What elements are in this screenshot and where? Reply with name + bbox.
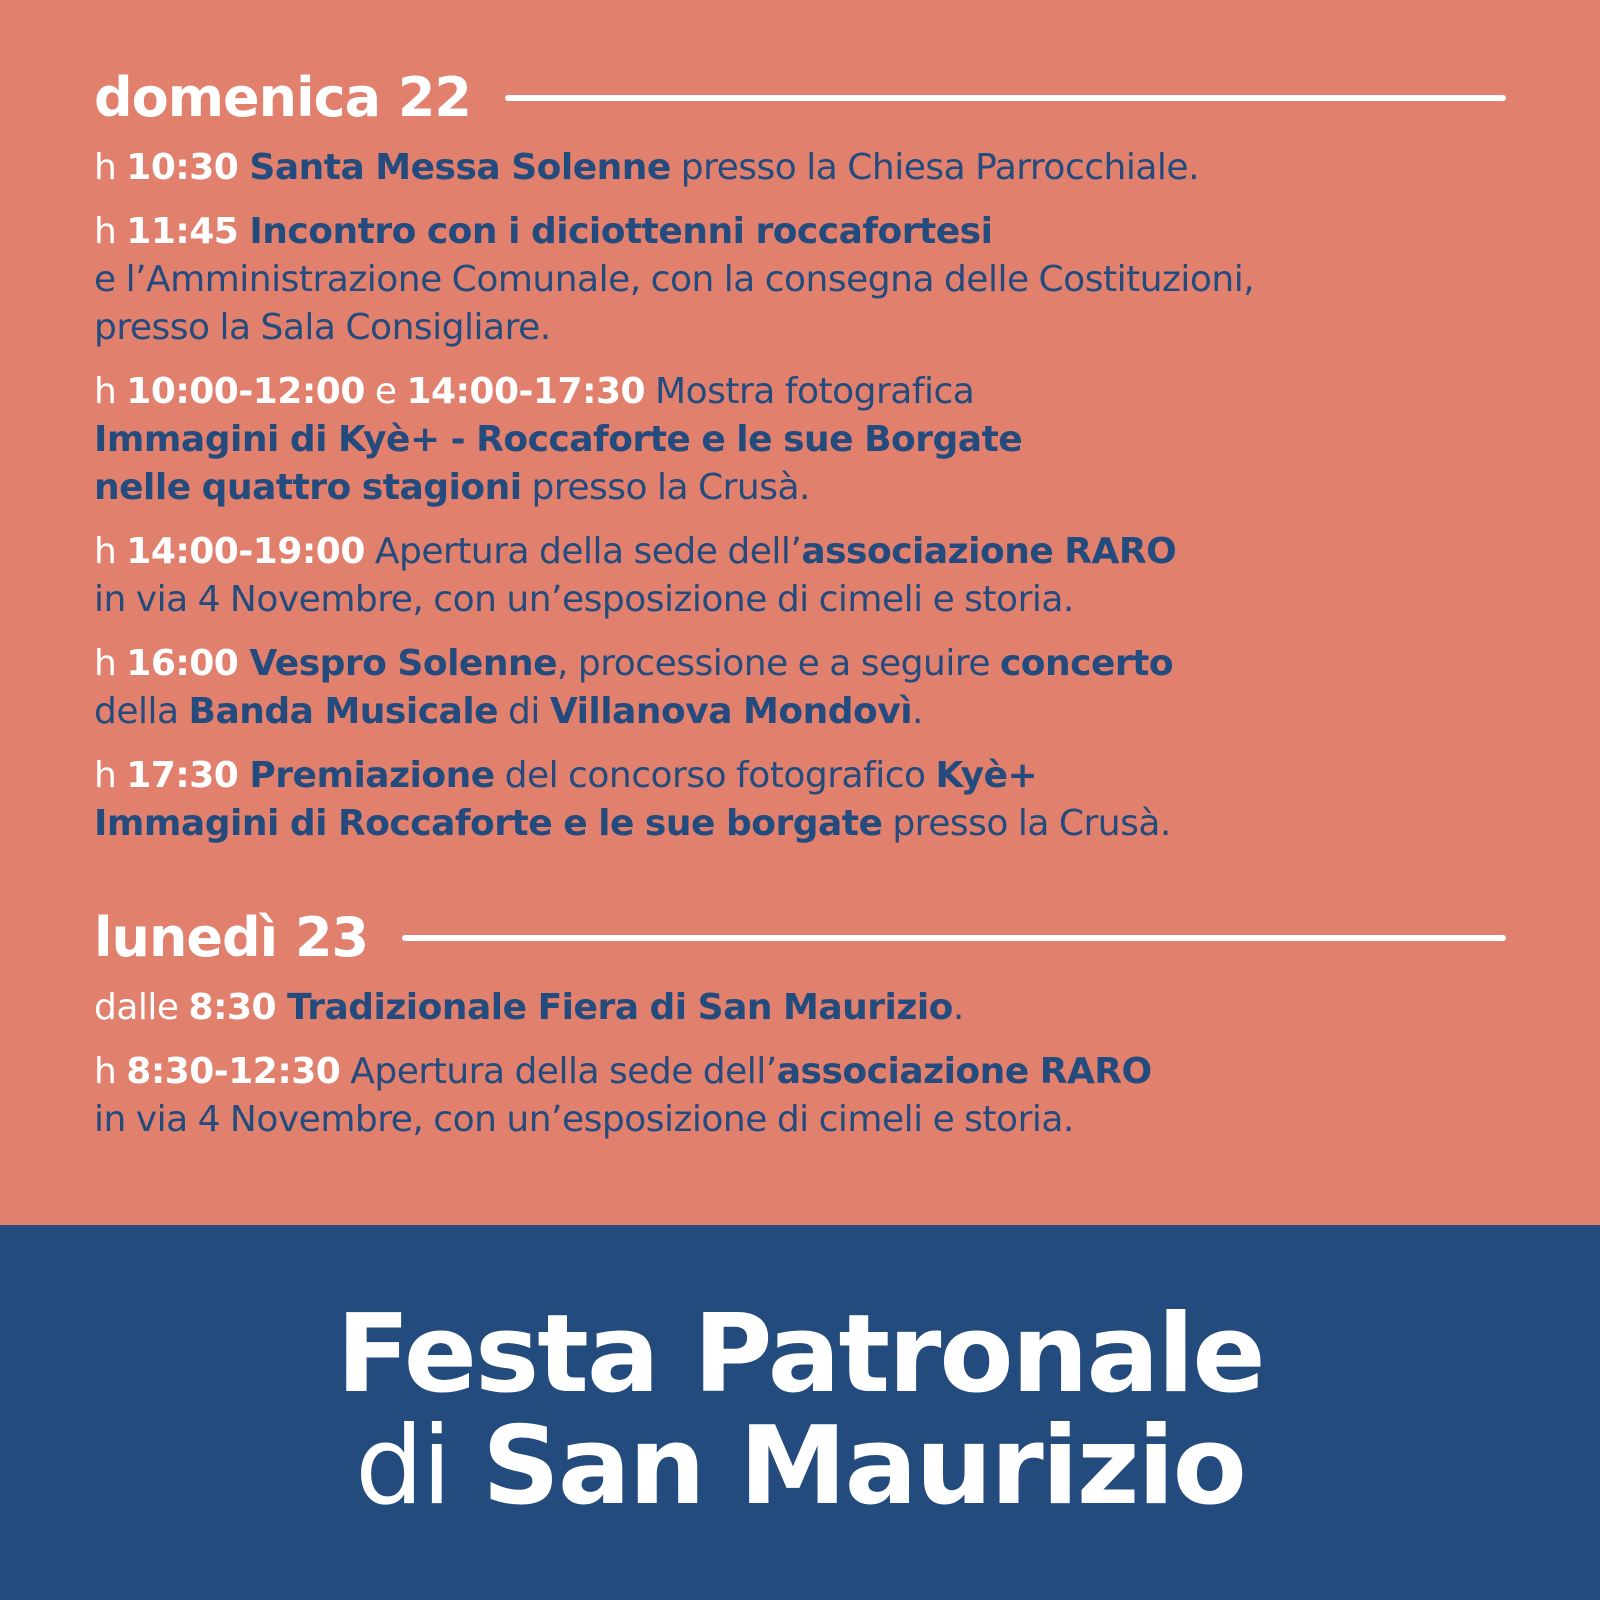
day-section-lunedi (94, 908, 1506, 1144)
day-section-domenica (94, 68, 1506, 848)
event-list (94, 144, 1506, 848)
event-line (94, 984, 1506, 1032)
event-text: presso la Crusà. (521, 467, 810, 508)
day-title: lunedì 23 (94, 906, 369, 969)
banner-title-line1: Festa Patronale (336, 1292, 1264, 1417)
event-highlight: Immagini di Kyè+ - Roccaforte e le sue Borgate (94, 419, 1023, 460)
event-line (94, 528, 1506, 576)
event-highlight: Premiazione (238, 755, 495, 796)
event-line (94, 576, 1506, 624)
event-entry (94, 528, 1506, 624)
event-line (94, 752, 1506, 800)
day-header (94, 908, 1506, 968)
event-highlight: associazione RARO (776, 1051, 1152, 1092)
event-text: Mostra fotografica (645, 371, 975, 412)
event-text: Apertura della sede dell’ (364, 531, 802, 572)
event-text: h (94, 147, 127, 188)
event-line (94, 256, 1506, 304)
event-entry (94, 984, 1506, 1032)
event-text: della (94, 691, 189, 732)
event-highlight: Tradizionale Fiera di San Maurizio (276, 987, 953, 1028)
event-line (94, 800, 1506, 848)
event-text: Apertura della sede dell’ (340, 1051, 777, 1092)
event-text: h (94, 371, 127, 412)
event-text: presso la Sala Consigliare. (94, 307, 551, 348)
divider-line (505, 95, 1506, 101)
event-time: 8:30-12:30 (126, 1051, 341, 1092)
event-highlight: concerto (999, 643, 1174, 684)
event-text: h (94, 1051, 127, 1092)
event-highlight: associazione RARO (801, 531, 1177, 572)
event-highlight: nelle quattro stagioni (94, 467, 522, 508)
event-time: 10:30 (126, 147, 239, 188)
divider-line (402, 935, 1506, 941)
event-text: presso la Crusà. (882, 803, 1171, 844)
event-highlight: Kyè+ (935, 755, 1038, 796)
event-line (94, 416, 1506, 464)
event-text: e l’Amministrazione Comunale, con la consegna delle Costituzioni, (94, 259, 1255, 300)
day-title: domenica 22 (94, 66, 471, 129)
event-text: e (364, 371, 407, 412)
event-line (94, 304, 1506, 352)
event-line (94, 688, 1506, 736)
event-time: 11:45 (126, 211, 239, 252)
title-banner (0, 1225, 1600, 1600)
event-highlight: Banda Musicale (188, 691, 499, 732)
event-text: dalle (94, 987, 189, 1028)
day-header (94, 68, 1506, 128)
event-text: h (94, 531, 127, 572)
event-highlight: Immagini di Roccaforte e le sue borgate (94, 803, 883, 844)
event-entry (94, 208, 1506, 352)
event-list (94, 984, 1506, 1144)
banner-title-saint: San Maurizio (482, 1404, 1245, 1529)
event-highlight: Santa Messa Solenne (238, 147, 671, 188)
banner-title-line2 (0, 1404, 1600, 1529)
event-text: del concorso fotografico (494, 755, 936, 796)
event-text: . (952, 987, 964, 1028)
event-time: 16:00 (126, 643, 239, 684)
event-text: di (498, 691, 550, 732)
event-line (94, 1048, 1506, 1096)
event-highlight: Vespro Solenne (238, 643, 558, 684)
event-line (94, 464, 1506, 512)
event-time: 14:00-17:30 (406, 371, 646, 412)
event-text: h (94, 211, 127, 252)
event-time: 17:30 (126, 755, 239, 796)
event-entry (94, 1048, 1506, 1144)
event-line (94, 208, 1506, 256)
banner-title-prefix: di (355, 1404, 483, 1529)
event-time: 10:00-12:00 (126, 371, 365, 412)
event-entry (94, 640, 1506, 736)
event-text: . (912, 691, 923, 732)
event-text: in via 4 Novembre, con un’esposizione di cimeli e storia. (94, 1099, 1074, 1140)
event-line (94, 1096, 1506, 1144)
event-time: 8:30 (188, 987, 277, 1028)
event-entry (94, 368, 1506, 512)
event-text: presso la Chiesa Parrocchiale. (670, 147, 1200, 188)
event-line (94, 640, 1506, 688)
event-highlight: Villanova Mondovì (549, 691, 913, 732)
event-line (94, 368, 1506, 416)
event-entry (94, 752, 1506, 848)
event-text: , processione e a seguire (557, 643, 1000, 684)
event-text: h (94, 755, 127, 796)
event-entry (94, 144, 1506, 192)
event-text: h (94, 643, 127, 684)
event-text: in via 4 Novembre, con un’esposizione di cimeli e storia. (94, 579, 1074, 620)
event-highlight: Incontro con i diciottenni roccafortesi (238, 211, 993, 252)
event-time: 14:00-19:00 (126, 531, 365, 572)
event-line (94, 144, 1506, 192)
